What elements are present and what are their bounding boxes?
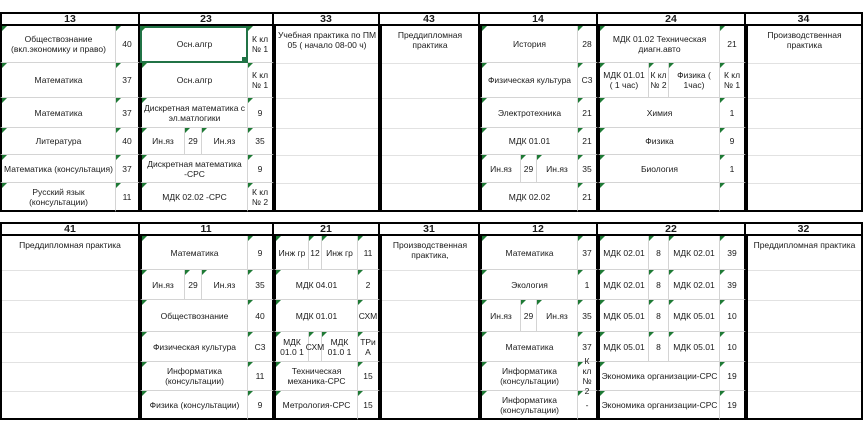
group-11-room[interactable]: 11: [248, 362, 274, 391]
group-22-room[interactable]: 39: [720, 270, 746, 300]
group-21-subject[interactable]: МДК 01.0 1: [322, 332, 358, 362]
group-13-room[interactable]: 11: [116, 183, 140, 212]
group-22-subject[interactable]: МДК 02.01: [669, 236, 720, 270]
group-23-room[interactable]: 9: [248, 155, 274, 183]
group-23-room[interactable]: 29: [185, 128, 202, 155]
group-13-room[interactable]: 37: [116, 155, 140, 183]
group-22-subject[interactable]: МДК 05.01: [669, 300, 720, 332]
group-22-subject[interactable]: МДК 02.01: [598, 270, 649, 300]
bottom-group-header-41[interactable]: 41: [0, 222, 140, 236]
group-14-room[interactable]: 29: [521, 155, 537, 183]
group-24-room[interactable]: К кл № 1: [720, 63, 746, 98]
group-24-room[interactable]: 1: [720, 155, 746, 183]
gridline: [748, 128, 861, 129]
group-12-room[interactable]: 35: [578, 300, 598, 332]
group-21-room[interactable]: 12: [309, 236, 322, 270]
group-22-room[interactable]: 8: [649, 270, 669, 300]
group-11-subject[interactable]: Физическая культура: [140, 332, 248, 362]
gridline: [382, 300, 478, 301]
group-11-room[interactable]: 9: [248, 236, 274, 270]
group-11-room[interactable]: 40: [248, 300, 274, 332]
gridline: [276, 183, 378, 184]
bottom-group-header-12[interactable]: 12: [480, 222, 598, 236]
group-13-subject[interactable]: Обществознание (вкл.экономику и право): [0, 26, 116, 63]
gridline: [748, 362, 861, 363]
group-22-room[interactable]: 8: [649, 236, 669, 270]
group-24-room[interactable]: [720, 183, 746, 212]
group-22-room[interactable]: 10: [720, 332, 746, 362]
group-22-subject[interactable]: МДК 02.01: [669, 270, 720, 300]
gridline: [382, 270, 478, 271]
top-group-header-13[interactable]: 13: [0, 12, 140, 26]
group-21-subject[interactable]: Метрология-СРС: [274, 391, 358, 420]
group-14-subject[interactable]: МДК 02.02: [480, 183, 578, 212]
gridline: [748, 98, 861, 99]
group-22-subject[interactable]: МДК 02.01: [598, 236, 649, 270]
top-group-header-14[interactable]: 14: [480, 12, 598, 26]
group-21-room[interactable]: 2: [358, 270, 380, 300]
group-22-room[interactable]: 19: [720, 362, 746, 391]
group-14-room[interactable]: С3: [578, 63, 598, 98]
group-21-room[interactable]: 15: [358, 391, 380, 420]
group-22-room[interactable]: 39: [720, 236, 746, 270]
gridline: [382, 183, 478, 184]
group-23-subject[interactable]: Ин.яз: [140, 128, 185, 155]
group-13-subject[interactable]: Математика: [0, 63, 116, 98]
group-12-subject[interactable]: Информатика (консультации): [480, 362, 578, 391]
gridline: [382, 391, 478, 392]
group-22-subject[interactable]: МДК 05.01: [669, 332, 720, 362]
group-12-room[interactable]: 1: [578, 270, 598, 300]
group-14-room[interactable]: 21: [578, 183, 598, 212]
group-24-room[interactable]: 21: [720, 26, 746, 63]
group-14-subject[interactable]: Ин.яз: [480, 155, 521, 183]
group-11-subject[interactable]: Ин.яз: [202, 270, 248, 300]
gridline: [276, 98, 378, 99]
group-21-room[interactable]: 11: [358, 236, 380, 270]
gridline: [382, 98, 478, 99]
group-14-room[interactable]: 35: [578, 155, 598, 183]
top-group-header-23[interactable]: 23: [140, 12, 274, 26]
group-23-room[interactable]: К кл № 1: [248, 26, 274, 63]
bottom-group-header-21[interactable]: 21: [274, 222, 380, 236]
gridline: [748, 332, 861, 333]
group-14-subject[interactable]: МДК 01.01: [480, 128, 578, 155]
group-22-subject[interactable]: Экономика организации-СРС: [598, 391, 720, 420]
group-13-subject[interactable]: Математика: [0, 98, 116, 128]
group-23-subject[interactable]: Осн.алгр: [140, 63, 248, 98]
group-11-room[interactable]: 29: [185, 270, 202, 300]
gridline: [748, 300, 861, 301]
group-12-room[interactable]: -: [578, 391, 598, 420]
gridline: [382, 332, 478, 333]
group-22-subject[interactable]: МДК 05.01: [598, 300, 649, 332]
gridline: [2, 332, 138, 333]
group-24-subject[interactable]: Биология: [598, 155, 720, 183]
gridline: [2, 300, 138, 301]
group-24-subject[interactable]: [598, 183, 720, 212]
group-21-room[interactable]: СХМ: [309, 332, 322, 362]
group-14-room[interactable]: 21: [578, 98, 598, 128]
top-group-header-43[interactable]: 43: [380, 12, 480, 26]
bottom-group-header-32[interactable]: 32: [746, 222, 863, 236]
top-group-header-34[interactable]: 34: [746, 12, 863, 26]
group-24-room[interactable]: 9: [720, 128, 746, 155]
practice-32[interactable]: Преддипломная практика: [746, 236, 863, 420]
group-11-room[interactable]: 9: [248, 391, 274, 420]
group-23-subject[interactable]: Дискретная математика с эл.матлогики: [140, 98, 248, 128]
group-14-subject[interactable]: Физическая культура: [480, 63, 578, 98]
gridline: [2, 362, 138, 363]
group-11-room[interactable]: С3: [248, 332, 274, 362]
group-11-room[interactable]: 35: [248, 270, 274, 300]
group-21-subject[interactable]: Инж гр: [322, 236, 358, 270]
group-11-subject[interactable]: Обществознание: [140, 300, 248, 332]
group-21-room[interactable]: ТРи А: [358, 332, 380, 362]
group-24-subject[interactable]: МДК 01.02 Техническая диагн.авто: [598, 26, 720, 63]
group-13-subject[interactable]: Литература: [0, 128, 116, 155]
group-21-subject[interactable]: Инж гр: [274, 236, 309, 270]
group-12-room[interactable]: 37: [578, 236, 598, 270]
gridline: [382, 155, 478, 156]
group-22-subject[interactable]: МДК 05.01: [598, 332, 649, 362]
gridline: [276, 155, 378, 156]
group-21-subject[interactable]: Техническая механика-СРС: [274, 362, 358, 391]
gridline: [276, 63, 378, 64]
group-13-room[interactable]: 37: [116, 63, 140, 98]
group-12-subject[interactable]: Экология: [480, 270, 578, 300]
group-14-subject[interactable]: История: [480, 26, 578, 63]
group-12-room[interactable]: 29: [521, 300, 537, 332]
group-21-room[interactable]: СХМ: [358, 300, 380, 332]
group-12-subject[interactable]: Математика: [480, 332, 578, 362]
group-12-subject[interactable]: Ин.яз: [537, 300, 578, 332]
group-22-room[interactable]: 10: [720, 300, 746, 332]
practice-31[interactable]: Производственная практика,: [380, 236, 480, 420]
group-13-room[interactable]: 37: [116, 98, 140, 128]
group-22-room[interactable]: 19: [720, 391, 746, 420]
group-22-room[interactable]: 8: [649, 300, 669, 332]
group-14-room[interactable]: 28: [578, 26, 598, 63]
top-group-header-24[interactable]: 24: [598, 12, 746, 26]
group-24-subject[interactable]: Физика ( 1час): [669, 63, 720, 98]
group-24-room[interactable]: К кл № 2: [649, 63, 669, 98]
group-23-subject[interactable]: Дискретная математика -СРС: [140, 155, 248, 183]
group-21-subject[interactable]: МДК 01.0 1: [274, 332, 309, 362]
group-24-subject[interactable]: МДК 01.01 ( 1 час): [598, 63, 649, 98]
gridline: [276, 128, 378, 129]
group-14-subject[interactable]: Электротехника: [480, 98, 578, 128]
gridline: [748, 270, 861, 271]
group-24-subject[interactable]: Химия: [598, 98, 720, 128]
group-24-room[interactable]: 1: [720, 98, 746, 128]
group-12-room[interactable]: К кл № 2: [578, 362, 598, 391]
group-23-room[interactable]: 9: [248, 98, 274, 128]
group-22-room[interactable]: 8: [649, 332, 669, 362]
group-13-subject[interactable]: Математика (консультация): [0, 155, 116, 183]
selected-cell[interactable]: Осн.алгр: [140, 26, 248, 63]
group-13-room[interactable]: 40: [116, 128, 140, 155]
gridline: [2, 270, 138, 271]
group-13-room[interactable]: 40: [116, 26, 140, 63]
group-22-subject[interactable]: Экономика организации-СРС: [598, 362, 720, 391]
gridline: [382, 362, 478, 363]
group-23-subject[interactable]: Ин.яз: [202, 128, 248, 155]
bottom-group-header-31[interactable]: 31: [380, 222, 480, 236]
group-12-subject[interactable]: Информатика (консультации): [480, 391, 578, 420]
gridline: [2, 391, 138, 392]
group-21-subject[interactable]: МДК 01.01: [274, 300, 358, 332]
group-11-subject[interactable]: Математика: [140, 236, 248, 270]
group-13-subject[interactable]: Русский язык (консультации): [0, 183, 116, 212]
gridline: [382, 128, 478, 129]
group-24-subject[interactable]: Физика: [598, 128, 720, 155]
practice-41[interactable]: Преддипломная практика: [0, 236, 140, 420]
gridline: [382, 63, 478, 64]
group-11-subject[interactable]: Физика (консультации): [140, 391, 248, 420]
group-14-subject[interactable]: Ин.яз: [537, 155, 578, 183]
group-23-room[interactable]: К кл № 2: [248, 183, 274, 212]
practice-33[interactable]: Учебная практика по ПМ 05 ( начало 08-00 ч): [274, 26, 380, 212]
group-23-room[interactable]: 35: [248, 128, 274, 155]
bottom-group-header-11[interactable]: 11: [140, 222, 274, 236]
practice-43[interactable]: Преддипломная практика: [380, 26, 480, 212]
group-12-subject[interactable]: Ин.яз: [480, 300, 521, 332]
gridline: [748, 63, 861, 64]
gridline: [748, 183, 861, 184]
group-23-subject[interactable]: МДК 02.02 -СРС: [140, 183, 248, 212]
group-12-room[interactable]: 37: [578, 332, 598, 362]
group-14-room[interactable]: 21: [578, 128, 598, 155]
group-11-subject[interactable]: Ин.яз: [140, 270, 185, 300]
group-21-subject[interactable]: МДК 04.01: [274, 270, 358, 300]
bottom-group-header-22[interactable]: 22: [598, 222, 746, 236]
group-11-subject[interactable]: Информатика (консультации): [140, 362, 248, 391]
top-group-header-33[interactable]: 33: [274, 12, 380, 26]
gridline: [748, 155, 861, 156]
practice-34[interactable]: Производственная практика: [746, 26, 863, 212]
group-23-room[interactable]: К кл № 1: [248, 63, 274, 98]
group-12-subject[interactable]: Математика: [480, 236, 578, 270]
group-21-room[interactable]: 15: [358, 362, 380, 391]
gridline: [748, 391, 861, 392]
